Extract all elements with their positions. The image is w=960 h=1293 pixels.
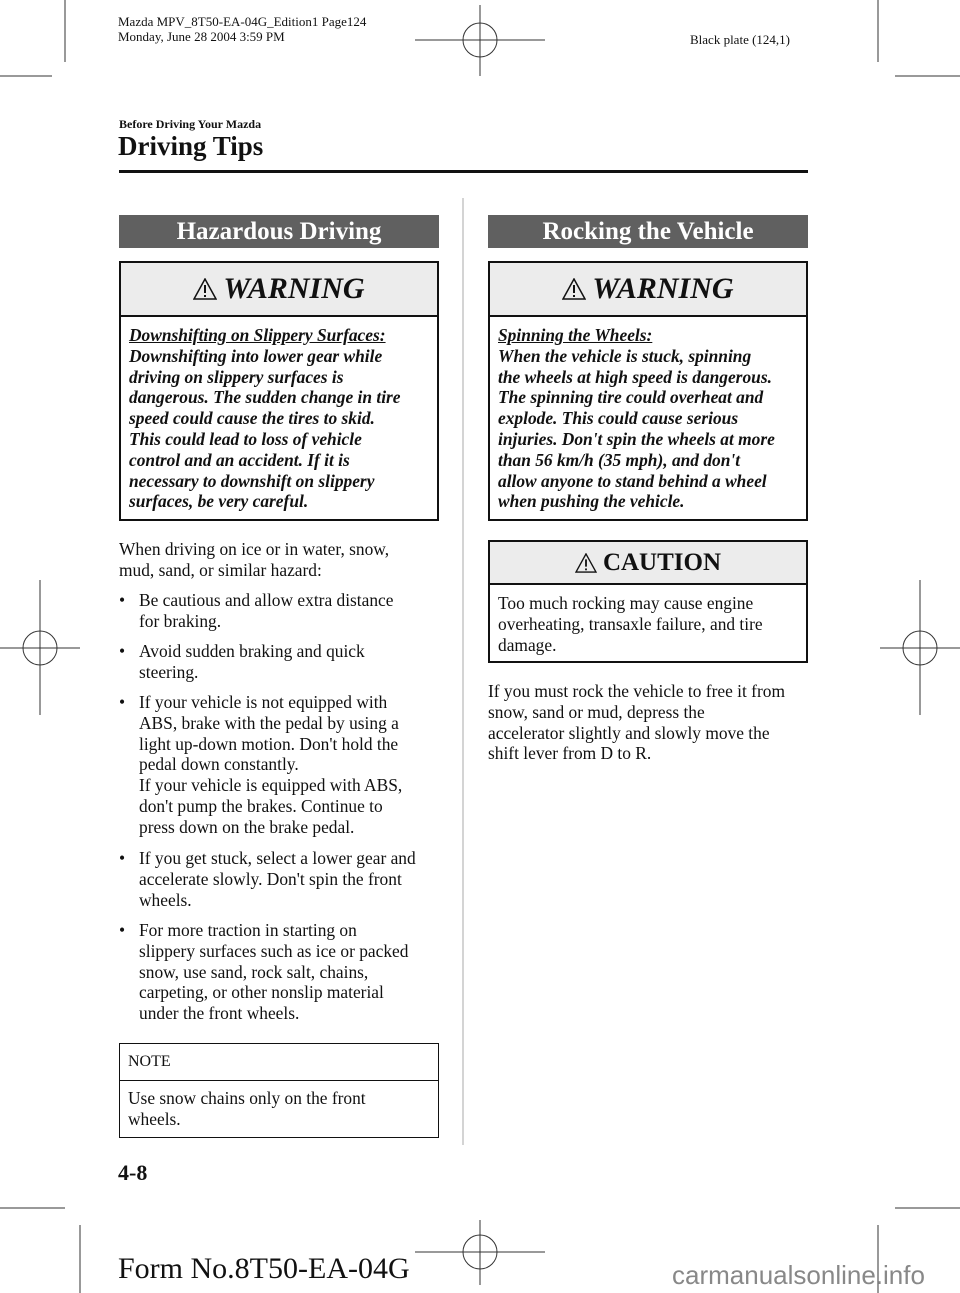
warning-label: WARNING <box>592 272 734 305</box>
warning-body <box>121 317 437 512</box>
text-line: If your vehicle is not equipped with <box>139 692 388 712</box>
text-line: Avoid sudden braking and quick <box>139 641 365 661</box>
bullet-icon: • <box>119 641 126 661</box>
text-line: wheels. <box>139 889 192 910</box>
warning-triangle-icon <box>193 278 217 300</box>
page-title: Driving Tips <box>118 131 264 161</box>
bullet-item <box>119 692 449 838</box>
caution-label: CAUTION <box>602 548 722 576</box>
caution-text <box>490 585 806 655</box>
page-number: 4-8 <box>118 1160 148 1185</box>
text-line: necessary to downshift on slippery <box>129 470 375 491</box>
text-line: ABS, brake with the pedal by using a <box>139 712 399 733</box>
text-line: injuries. Don't spin the wheels at more <box>498 428 775 449</box>
bullet-text <box>139 848 449 910</box>
bullet-list <box>119 590 449 1030</box>
warning-header <box>490 263 806 317</box>
bullet-icon: • <box>119 920 126 940</box>
intro-text <box>119 539 389 581</box>
text-line: carpeting, or other nonslip material <box>139 982 384 1003</box>
warning-triangle-icon <box>575 553 597 573</box>
text-line: If you get stuck, select a lower gear and <box>139 848 416 868</box>
text-line: Be cautious and allow extra distance <box>139 590 394 610</box>
text-line: Use snow chains only on the front <box>128 1088 366 1108</box>
text-line: snow, use sand, rock salt, chains, <box>139 961 369 982</box>
text-line: For more traction in starting on <box>139 920 357 940</box>
text-line: control and an accident. If it is <box>129 449 350 470</box>
rocking-paragraph <box>488 681 785 764</box>
bullet-text <box>139 590 449 632</box>
text-line: for braking. <box>139 610 222 631</box>
warning-box <box>119 261 439 521</box>
text-line: wheels. <box>128 1108 181 1129</box>
warning-box <box>488 261 808 521</box>
text-line: overheating, transaxle failure, and tire <box>498 613 763 634</box>
bullet-item <box>119 920 449 1024</box>
text-line: light up-down motion. Don't hold the <box>139 733 399 754</box>
text-line: the wheels at high speed is dangerous. <box>498 366 772 387</box>
bullet-icon: • <box>119 848 126 868</box>
text-line: slippery surfaces such as ice or packed <box>139 940 409 961</box>
text-line: If you must rock the vehicle to free it from <box>488 681 785 701</box>
text-line: steering. <box>139 661 199 682</box>
note-label: NOTE <box>120 1044 438 1081</box>
bullet-item <box>119 641 449 683</box>
bullet-item <box>119 590 449 632</box>
text-line: mud, sand, or similar hazard: <box>119 559 322 580</box>
text-line: accelerator slightly and slowly move the <box>488 722 770 743</box>
caution-header <box>490 542 806 585</box>
note-text <box>120 1081 438 1130</box>
section-heading-hazardous-driving: Hazardous Driving <box>119 215 439 248</box>
warning-header <box>121 263 437 317</box>
bullet-item <box>119 848 449 910</box>
text-line: The spinning tire could overheat and <box>498 387 764 408</box>
print-meta <box>118 14 366 44</box>
text-line: under the front wheels. <box>139 1003 300 1024</box>
section-heading-rocking-the-vehicle: Rocking the Vehicle <box>488 215 808 248</box>
bullet-text <box>139 692 449 838</box>
warning-text <box>498 346 806 512</box>
warning-body <box>490 317 806 512</box>
text-line: speed could cause the tires to skid. <box>129 408 375 429</box>
text-line: Downshifting into lower gear while <box>129 345 383 366</box>
bullet-icon: • <box>119 590 126 610</box>
text-line: If your vehicle is equipped with ABS, <box>139 775 403 796</box>
text-line: shift lever from D to R. <box>488 743 652 764</box>
print-file-line: Mazda MPV_8T50-EA-04G_Edition1 Page124 <box>118 14 367 29</box>
text-line: snow, sand or mud, depress the <box>488 701 705 722</box>
form-number: Form No.8T50-EA-04G <box>118 1252 410 1285</box>
warning-triangle-icon <box>562 278 586 300</box>
text-line: press down on the brake pedal. <box>139 816 355 837</box>
text-line: dangerous. The sudden change in tire <box>129 387 401 408</box>
text-line: This could lead to loss of vehicle <box>129 428 362 449</box>
bullet-icon: • <box>119 692 126 712</box>
warning-label: WARNING <box>223 272 365 305</box>
text-line: don't pump the brakes. Continue to <box>139 795 383 816</box>
text-line: when pushing the vehicle. <box>498 491 685 512</box>
print-date-line: Monday, June 28 2004 3:59 PM <box>118 29 285 44</box>
warning-subject: Spinning the Wheels: <box>498 325 653 345</box>
text-line: damage. <box>498 634 557 655</box>
warning-text <box>129 346 437 512</box>
bullet-text <box>139 920 449 1024</box>
text-line: accelerate slowly. Don't spin the front <box>139 868 402 889</box>
bullet-text <box>139 641 449 683</box>
text-line: explode. This could cause serious <box>498 408 739 429</box>
text-line: When driving on ice or in water, snow, <box>119 539 390 559</box>
section-label: Before Driving Your Mazda <box>119 117 262 131</box>
text-line: surfaces, be very careful. <box>129 491 309 512</box>
text-line: When the vehicle is stuck, spinning <box>498 345 752 366</box>
caution-box <box>488 540 808 663</box>
plate-label: Black plate (124,1) <box>690 32 790 47</box>
warning-subject: Downshifting on Slippery Surfaces: <box>129 325 386 345</box>
text-line: pedal down constantly. <box>139 754 299 775</box>
text-line: allow anyone to stand behind a wheel <box>498 470 767 491</box>
text-line: than 56 km/h (35 mph), and don't <box>498 449 741 470</box>
note-box <box>119 1043 439 1138</box>
title-rule <box>119 170 808 173</box>
text-line: driving on slippery surfaces is <box>129 366 344 387</box>
watermark: carmanualsonline.info <box>672 1260 925 1290</box>
text-line: Too much rocking may cause engine <box>498 593 754 613</box>
